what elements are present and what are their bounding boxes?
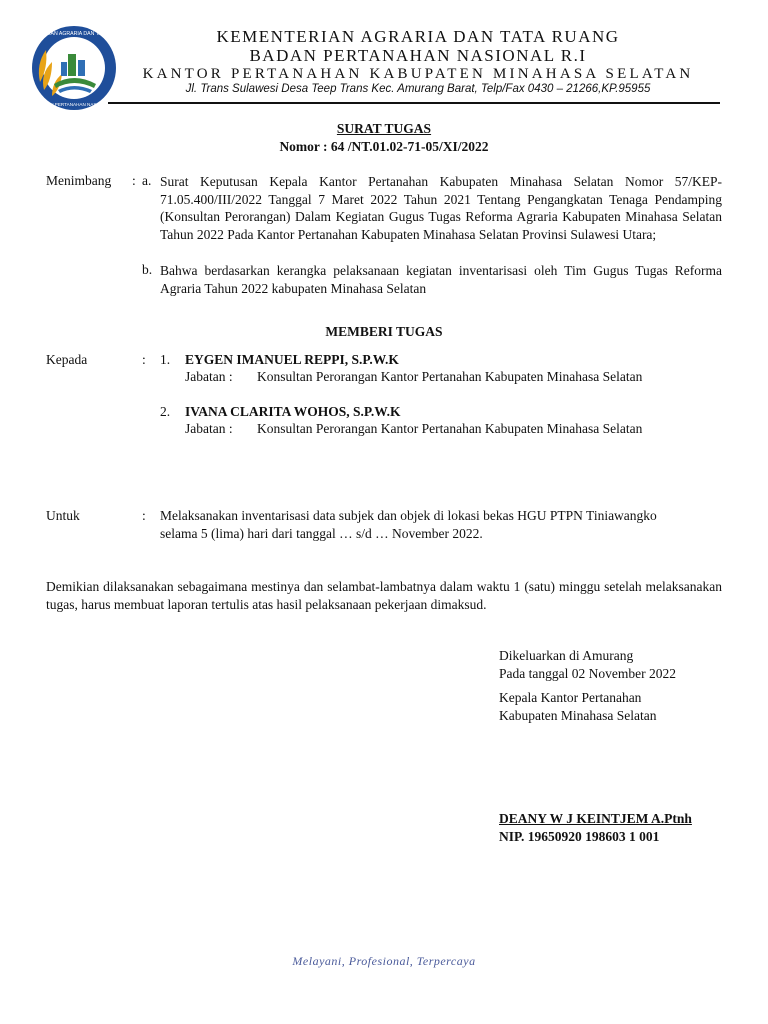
- logo-text-bottom: BADAN PERTANAHAN NASIONAL: [37, 102, 111, 107]
- issued-date: Pada tanggal 02 November 2022: [499, 666, 676, 681]
- header-address: Jl. Trans Sulawesi Desa Teep Trans Kec. Amurang Barat, Telp/Fax 0430 – 21266,KP.95955: [185, 83, 651, 95]
- menimbang-marker-a: a.: [142, 173, 152, 188]
- person-1-name: EYGEN IMANUEL REPPI, S.P.W.K: [185, 352, 399, 367]
- footer-motto: Melayani, Profesional, Terpercaya: [292, 954, 476, 968]
- person-1-jabatan-label: Jabatan :: [185, 369, 233, 384]
- kepada-separator: :: [142, 352, 146, 367]
- menimbang-item-a: Surat Keputusan Kepala Kantor Pertanahan Kabupaten Minahasa Selatan Nomor 57/KEP-71.05.400/III/2022 Tanggal 7 Maret 2022 Tahun 2021 Tentang Pengangkatan Tenaga Pendamping (Konsultan Perorangan) Dalam Kegiatan Gugus Tugas Reforma Agraria Kabupaten Minahasa Selatan Tahun 2022 Pada Kantor Pertanahan Kabupaten Minahasa Selatan Provinsi Sulawesi Utara;: [160, 174, 722, 242]
- person-1-number: 1.: [160, 352, 171, 367]
- untuk-line-2: selama 5 (lima) hari dari tanggal … s/d … November 2022.: [160, 526, 483, 541]
- signer-position-1: Kepala Kantor Pertanahan: [499, 690, 642, 705]
- menimbang-marker-b: b.: [142, 262, 153, 277]
- person-2-jabatan-label: Jabatan :: [185, 421, 233, 436]
- header-divider: [108, 102, 720, 104]
- letter-number: Nomor : 64 /NT.01.02-71-05/XI/2022: [279, 139, 489, 154]
- menimbang-label: Menimbang: [46, 173, 112, 188]
- memberi-tugas-heading: MEMBERI TUGAS: [325, 324, 443, 339]
- menimbang-separator: :: [132, 173, 136, 188]
- signer-name: DEANY W J KEINTJEM A.Ptnh: [499, 811, 692, 826]
- untuk-line-1: Melaksanakan inventarisasi data subjek dan objek di lokasi bekas HGU PTPN Tiniawangko: [160, 508, 657, 523]
- untuk-label: Untuk: [46, 508, 80, 523]
- person-2-name: IVANA CLARITA WOHOS, S.P.W.K: [185, 404, 401, 419]
- person-1-jabatan: Konsultan Perorangan Kantor Pertanahan Kabupaten Minahasa Selatan: [257, 369, 643, 384]
- menimbang-item-b: Bahwa berdasarkan kerangka pelaksanaan kegiatan inventarisasi oleh Tim Gugus Tugas Reforma Agraria Tahun 2022 kabupaten Minahasa Selatan: [160, 263, 722, 296]
- header-agency: BADAN PERTANAHAN NASIONAL R.I: [249, 46, 587, 65]
- header-office: KANTOR PERTANAHAN KABUPATEN MINAHASA SELATAN: [142, 66, 694, 82]
- logo-text-top: KEMENTERIAN AGRARIA DAN TATA RUANG: [20, 31, 128, 37]
- signer-position-2: Kabupaten Minahasa Selatan: [499, 708, 657, 723]
- letter-title: SURAT TUGAS: [336, 121, 432, 136]
- signer-nip: NIP. 19650920 198603 1 001: [499, 829, 660, 844]
- kepada-label: Kepada: [46, 352, 88, 367]
- issued-at: Dikeluarkan di Amurang: [499, 648, 634, 663]
- closing-paragraph: Demikian dilaksanakan sebagaimana mestinya dan selambat-lambatnya dalam waktu 1 (satu) minggu setelah melaksanakan tugas, harus membuat laporan tertulis atas hasil pelaksanaan pekerjaan dimaksud.: [46, 579, 722, 612]
- untuk-separator: :: [142, 508, 146, 523]
- person-2-jabatan: Konsultan Perorangan Kantor Pertanahan Kabupaten Minahasa Selatan: [257, 421, 643, 436]
- person-2-number: 2.: [160, 404, 171, 419]
- kementerian-logo: [20, 24, 128, 112]
- header-ministry: KEMENTERIAN AGRARIA DAN TATA RUANG: [216, 27, 620, 46]
